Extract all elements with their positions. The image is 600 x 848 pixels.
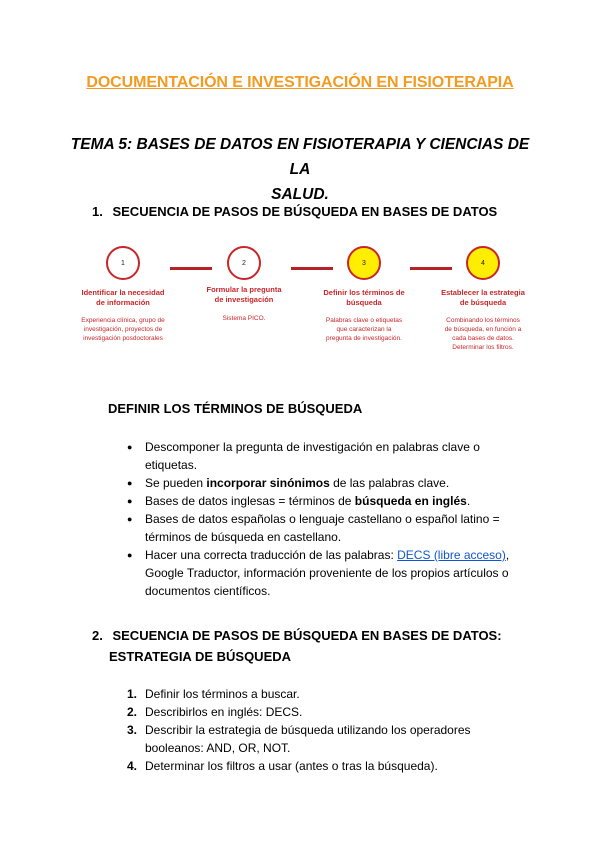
step-4-title-line-2: de búsqueda (459, 298, 507, 307)
bullet-item (127, 546, 547, 600)
numbered-item (127, 721, 547, 757)
bullet-3-bold: búsqueda en inglés (354, 494, 467, 508)
step-2-description (184, 314, 304, 323)
bullet-item (127, 474, 547, 492)
numbered-item (127, 703, 547, 721)
step-2-title-line-2: de investigación (214, 295, 274, 304)
bullet-5-comma: , (505, 548, 510, 562)
step-4-desc-line-2: de búsqueda, en función a (444, 326, 522, 333)
bullet-5-text: Hacer una correcta traducción de las palabras: (145, 548, 398, 562)
item-1-text: Definir los términos a buscar. (145, 687, 300, 701)
step-2-title (184, 285, 304, 305)
step-3-desc-line-2: que caracterizan la (336, 326, 392, 333)
section-1-title: SECUENCIA DE PASOS DE BÚSQUEDA EN BASES DE DATOS (112, 204, 498, 219)
section-2-number: 2. (92, 628, 103, 643)
bullet-1-line-1: ● Descomponer la pregunta de investigación en palabras clave o (145, 440, 480, 454)
step-3-desc-line-1: Palabras clave o etiquetas (325, 317, 403, 324)
subtitle-line-2: SALUD. (271, 186, 329, 203)
step-4-desc-line-4: Determinar los filtros. (452, 344, 514, 351)
step-4-desc-line-3: cada bases de datos. (452, 335, 514, 342)
step-4-desc-line-1: Combinando los términos (446, 317, 520, 324)
step-4-title-line-1: Establecer la estrategia (441, 288, 525, 297)
step-1-title-line-2: de información (96, 298, 150, 307)
step-4-title (423, 288, 543, 308)
step-1-desc-line-1: Experiencia clínica, grupo de (81, 317, 165, 324)
item-3-line-2: booleanos: AND, OR, NOT. (145, 741, 291, 755)
step-3-title-line-2: búsqueda (346, 298, 382, 307)
section-1-number: 1. (92, 204, 103, 219)
subtitle-line-1: TEMA 5: BASES DE DATOS EN FISIOTERAPIA Y CIENCIAS DE LA (70, 136, 530, 178)
item-3-line-1: Describir la estrategia de búsqueda utilizando los operadores (145, 723, 471, 737)
bullet-4-line-1: ● Bases de datos españolas o lenguaje castellano o español latino = (145, 512, 500, 526)
item-3-number: 3. (127, 723, 138, 737)
step-3-description (304, 316, 424, 343)
bullet-3-text-end: . (466, 494, 471, 508)
decs-link[interactable]: DECS (libre acceso) (397, 548, 506, 562)
step-1-title (63, 288, 183, 308)
step-1-desc-line-3: investigación posdoctorales (83, 335, 163, 342)
bullet-4-line-2: términos de búsqueda en castellano. (145, 530, 342, 544)
definir-heading: DEFINIR LOS TÉRMINOS DE BÚSQUEDA (108, 401, 363, 416)
section-2-title-line-2: ESTRATEGIA DE BÚSQUEDA (109, 649, 292, 664)
strategy-numbered-list (127, 685, 547, 775)
item-1-number: 1. (127, 687, 138, 701)
definir-bullet-list (127, 438, 547, 600)
item-4-text: Determinar los filtros a usar (antes o tras la búsqueda). (145, 759, 438, 773)
item-2-text: Describirlos en inglés: DECS. (145, 705, 303, 719)
section-2-title-line-1: SECUENCIA DE PASOS DE BÚSQUEDA EN BASES DE DATOS: (112, 628, 502, 643)
numbered-item (127, 757, 547, 775)
bullet-2-text-end: de las palabras clave. (329, 476, 450, 490)
step-3-desc-line-3: pregunta de investigación. (326, 335, 402, 342)
topic-subtitle (70, 132, 530, 207)
step-1-desc-line-2: investigación, proyectos de (83, 326, 163, 333)
step-2-title-line-1: Formular la pregunta (206, 285, 282, 294)
step-4-circle: 4 (466, 246, 500, 280)
step-1 (63, 246, 183, 343)
bullet-5-line-2: Google Traductor, información proveniente de los propios artículos o (145, 566, 509, 580)
bullet-3-text: Bases de datos inglesas = términos de (145, 494, 355, 508)
step-2-desc-line-1: Sistema PICO. (222, 315, 266, 322)
bullet-item (127, 438, 547, 474)
bullet-1-line-2: etiquetas. (145, 458, 198, 472)
step-3-title (304, 288, 424, 308)
item-4-number: 4. (127, 759, 138, 773)
step-3-title-line-1: Definir los términos de (323, 288, 405, 297)
document-title: DOCUMENTACIÓN E INVESTIGACIÓN EN FISIOTERAPIA (86, 74, 514, 91)
step-4 (423, 246, 543, 352)
step-4-description (423, 316, 543, 352)
bullet-item (127, 492, 547, 510)
step-1-circle: 1 (106, 246, 140, 280)
bullet-5-line-3: documentos científicos. (145, 584, 271, 598)
step-1-description (63, 316, 183, 343)
step-2-circle: 2 (227, 246, 261, 280)
section-1-heading (92, 201, 497, 222)
item-2-number: 2. (127, 705, 138, 719)
numbered-item (127, 685, 547, 703)
step-2 (184, 246, 304, 323)
bullet-item (127, 510, 547, 546)
step-1-title-line-1: Identificar la necesidad (81, 288, 165, 297)
section-2-heading (92, 625, 562, 667)
bullet-2-text: Se pueden (145, 476, 207, 490)
step-3-circle: 3 (347, 246, 381, 280)
search-steps-diagram (55, 246, 545, 366)
step-3 (304, 246, 424, 343)
bullet-2-bold: incorporar sinónimos (206, 476, 330, 490)
